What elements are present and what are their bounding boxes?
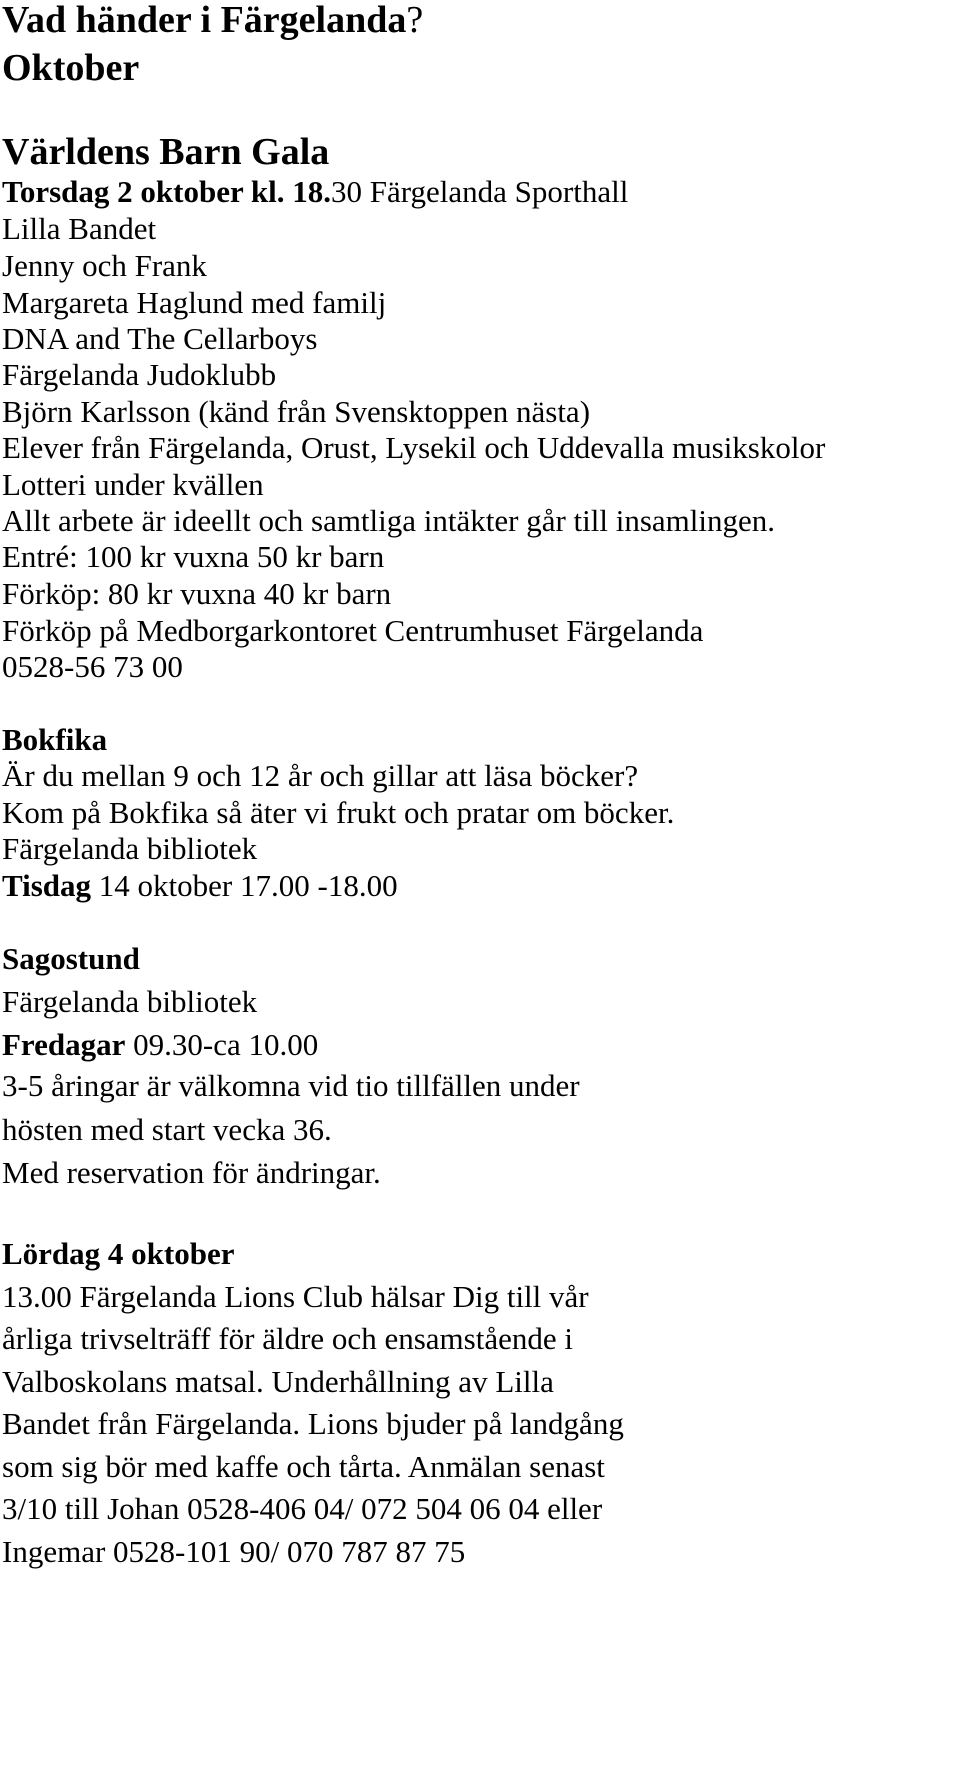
sagostund-line: 3-5 åringar är välkomna vid tio tillfällen under [2, 1068, 580, 1103]
lions-heading: Lördag 4 oktober [2, 1236, 235, 1271]
sagostund-place: Färgelanda bibliotek [2, 984, 258, 1019]
gala-line: DNA and The Cellarboys [2, 321, 318, 356]
lions-line: Ingemar 0528-101 90/ 070 787 87 75 [2, 1534, 466, 1569]
gala-line: Lotteri under kvällen [2, 467, 264, 502]
page-title [2, 1, 423, 39]
gala-when-rest: 30 Färgelanda Sporthall [331, 174, 629, 209]
gala-when-bold: Torsdag 2 oktober kl. 18. [2, 174, 332, 209]
title-bold-part: Vad händer i Färgelanda [2, 0, 407, 41]
gala-presale-location: Förköp på Medborgarkontoret Centrumhuset Färgelanda [2, 613, 704, 648]
sagostund-line: hösten med start vecka 36. [2, 1112, 332, 1147]
title-question-mark: ? [406, 0, 424, 41]
bokfika-day: Tisdag [2, 868, 92, 903]
sagostund-heading: Sagostund [2, 941, 140, 976]
gala-phone: 0528-56 73 00 [2, 649, 183, 684]
month-heading: Oktober [2, 47, 140, 89]
bokfika-when [2, 870, 398, 901]
gala-line: Elever från Färgelanda, Orust, Lysekil och Uddevalla musikskolor [2, 430, 826, 465]
gala-when [2, 176, 628, 207]
gala-line: Jenny och Frank [2, 248, 207, 283]
bokfika-place: Färgelanda bibliotek [2, 831, 258, 866]
gala-line: Margareta Haglund med familj [2, 285, 387, 320]
gala-line: Lilla Bandet [2, 211, 157, 246]
gala-line: Allt arbete är ideellt och samtliga intäkter går till insamlingen. [2, 503, 776, 538]
gala-presale-line: Förköp: 80 kr vuxna 40 kr barn [2, 576, 392, 611]
bokfika-line: Är du mellan 9 och 12 år och gillar att läsa böcker? [2, 758, 639, 793]
gala-heading: Världens Barn Gala [2, 131, 330, 173]
sagostund-line: Med reservation för ändringar. [2, 1155, 381, 1190]
lions-line: 3/10 till Johan 0528-406 04/ 072 504 06 04 eller [2, 1491, 603, 1526]
gala-line: Björn Karlsson (känd från Svensktoppen nästa) [2, 394, 591, 429]
bokfika-heading: Bokfika [2, 722, 108, 757]
bokfika-time: 14 oktober 17.00 -18.00 [91, 868, 398, 903]
lions-line: årliga trivselträff för äldre och ensamstående i [2, 1321, 573, 1356]
gala-price-line: Entré: 100 kr vuxna 50 kr barn [2, 539, 385, 574]
lions-line: som sig bör med kaffe och tårta. Anmälan senast [2, 1449, 605, 1484]
gala-line: Färgelanda Judoklubb [2, 357, 277, 392]
sagostund-day: Fredagar [2, 1027, 126, 1062]
bokfika-line: Kom på Bokfika så äter vi frukt och pratar om böcker. [2, 795, 675, 830]
lions-line: Valboskolans matsal. Underhållning av Lilla [2, 1364, 554, 1399]
sagostund-time: 09.30-ca 10.00 [125, 1027, 319, 1062]
lions-line: 13.00 Färgelanda Lions Club hälsar Dig till vår [2, 1279, 589, 1314]
lions-line: Bandet från Färgelanda. Lions bjuder på landgång [2, 1406, 624, 1441]
sagostund-when [2, 1029, 318, 1060]
